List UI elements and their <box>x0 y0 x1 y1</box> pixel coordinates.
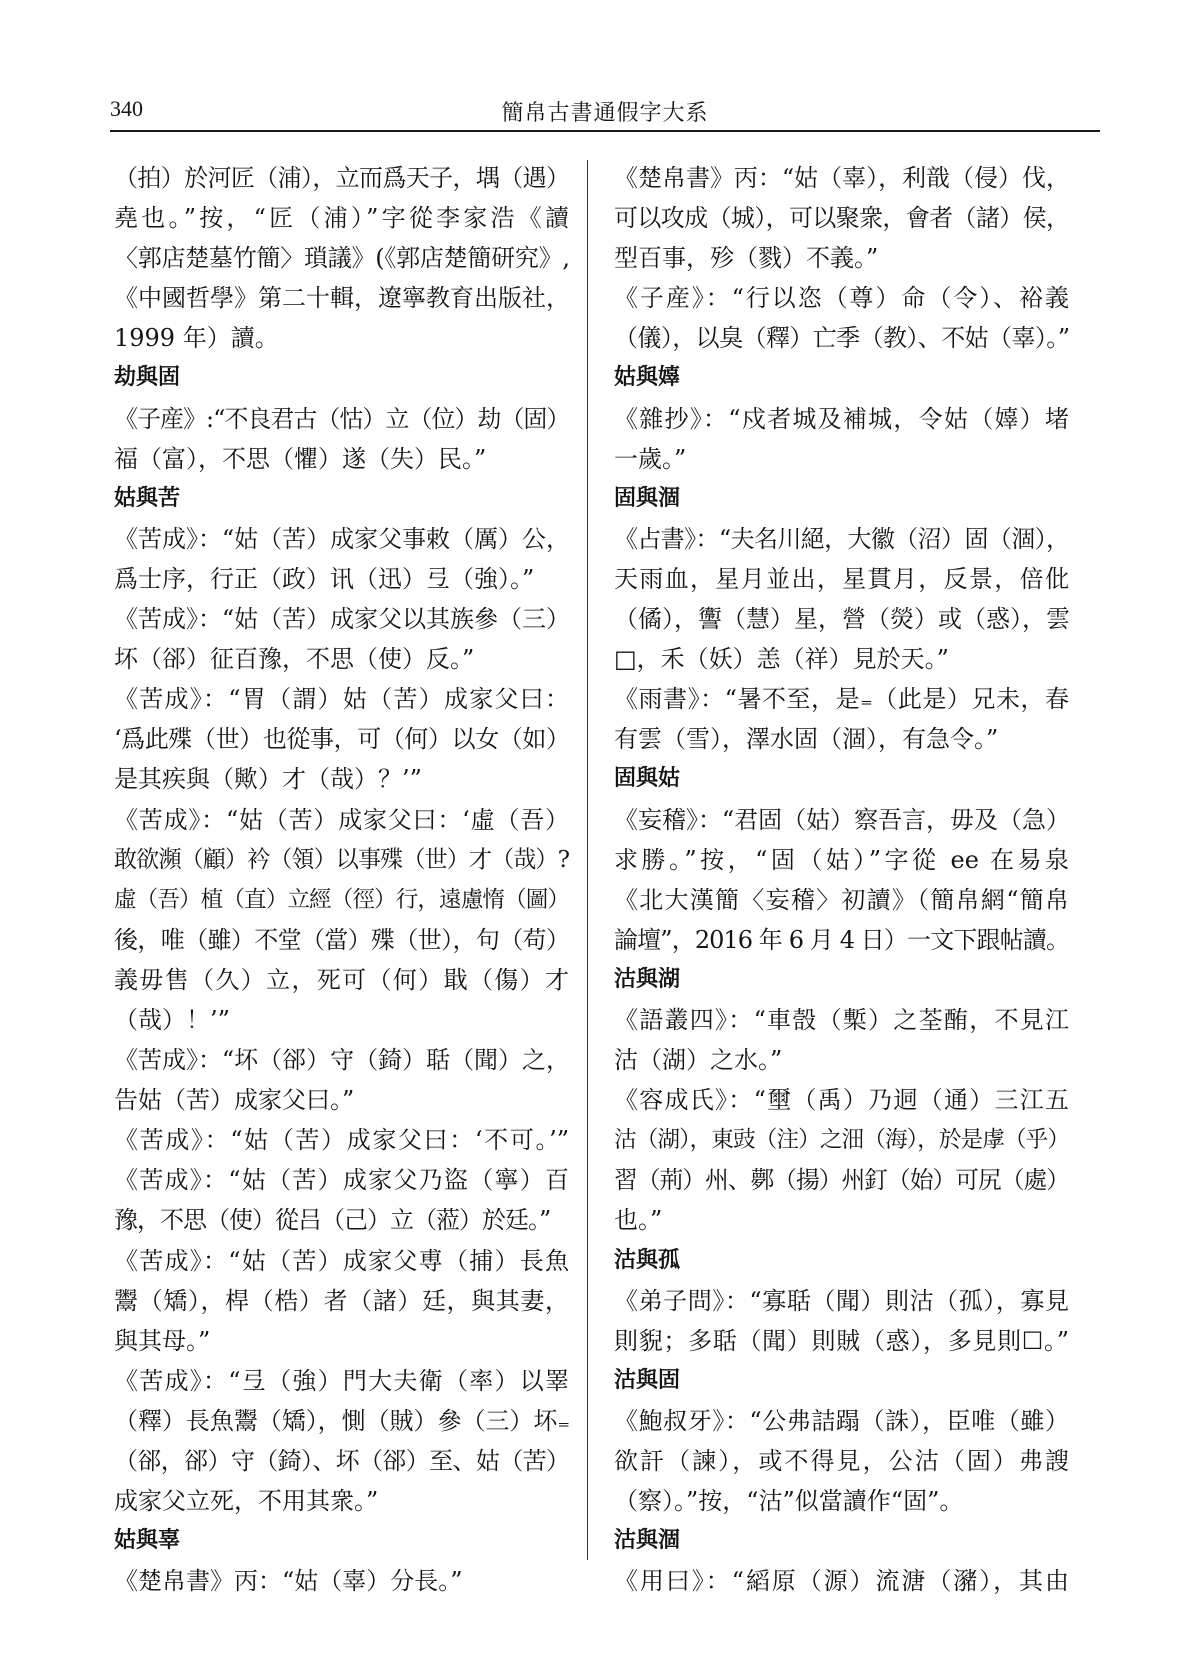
text-line: 《苦成》：“坏（郤）守（錡）聒（聞）之， <box>114 1046 569 1075</box>
text-line: 《楚帛書》丙：“姑（辜）分長。” <box>114 1567 463 1596</box>
column-divider <box>587 160 588 1560</box>
text-line: 有雲（雪），澤水固（涸），有急令。” <box>614 725 999 754</box>
text-line: 《苦成》：“姑（苦）成家父以其族參（三） <box>114 605 569 634</box>
text-line: 型百事，殄（戮）不義。” <box>614 244 879 273</box>
text-line: 鬻（矯），桿（梏）者（諸）廷，與其妻， <box>114 1286 569 1315</box>
text-line: 《苦成》：“姑（苦）成家父曰：‘虛（吾） <box>114 805 569 834</box>
entry-heading: 沽與涸 <box>614 1528 681 1554</box>
page-header <box>110 96 1100 132</box>
entry-heading: 姑與辜 <box>114 1528 181 1554</box>
text-line: 《苦成》：“弖（強）門大夫衛（率）以睪 <box>114 1366 569 1395</box>
page-number: 340 <box>110 96 143 121</box>
text-line: 敢欲瀕（顧）衿（領）以事殜（世）才（哉）? <box>114 846 569 873</box>
text-line: 告姑（苦）成家父曰。” <box>114 1086 355 1115</box>
text-line: （釋）長魚鬻（矯），惻（賊）參（三）坏₌ <box>114 1406 569 1435</box>
text-line: 沽（湖）之水。” <box>614 1046 783 1075</box>
text-line: 後，唯（雖）不堂（當）殜（世），句（苟） <box>114 925 569 954</box>
text-line: 與其母。” <box>114 1326 211 1355</box>
text-line: 《占書》：“夫名川絕，大徽（沼）固（涸）， <box>614 524 1069 553</box>
text-line: 虛（吾）植（直）立經（徑）行，遠慮惰（圖） <box>114 886 569 913</box>
book-title: 簡帛古書通假字大系 <box>501 101 709 126</box>
text-line: 《苦成》：“姑（苦）成家父尃（捕）長魚 <box>114 1246 569 1275</box>
text-line: 《中國哲學》第二十輯，遼寧教育出版社， <box>114 284 569 313</box>
text-line: ‘爲此殜（世）也從事，可（何）以女（如） <box>114 725 569 754</box>
text-line: 福（富），不思（懼）遂（失）民。” <box>114 444 487 473</box>
text-line: 爲士序，行正（政）讯（迅）弖（強）。” <box>114 564 535 593</box>
text-line: 天雨血，星月並出，星貫月，反景，倍仳 <box>614 564 1069 593</box>
text-line: 欲訐（諫），或不得見，公沽（固）弗謏 <box>614 1447 1069 1475</box>
entry-heading: 沽與孤 <box>614 1247 681 1273</box>
text-line: 《雜抄》：“戍者城及補城，令姑（嫴）堵 <box>614 404 1069 433</box>
text-line: 坏（郤）征百豫，不思（使）反。” <box>114 645 475 674</box>
text-line: 《雨書》：“暑不至，是₌（此是）兄未，春 <box>614 685 1069 714</box>
text-line: 論壇”，2016 年 6 月 4 日）一文下跟帖讀。 <box>614 925 1069 954</box>
text-line: 豫，不思（使）從吕（己）立（蒞）於廷。” <box>114 1206 551 1235</box>
text-line: 1999 年）讀。 <box>114 324 279 353</box>
text-line: 可以攻成（城），可以聚衆，會者（諸）侯， <box>614 204 1069 233</box>
text-line: 〈郭店楚墓竹簡〉瑣議》(《郭店楚簡研究》, <box>114 244 569 273</box>
text-line: 一歲。” <box>614 444 687 473</box>
text-line: 《鮑叔牙》：“公弗詰蹋（誅），臣唯（雖） <box>614 1406 1069 1435</box>
text-line: （郤，郤）守（錡）、坏（郤）至、姑（苦） <box>114 1447 569 1475</box>
text-line: 《語叢四》：“車嗀（槧）之荃酭，不見江 <box>614 1005 1069 1034</box>
text-line: （儀），以臭（釋）亡季（教）、不姑（辜）。” <box>614 324 1069 353</box>
entry-heading: 沽與固 <box>614 1367 681 1393</box>
entry-heading: 姑與嫴 <box>614 365 681 391</box>
text-line: 《苦成》：“姑（苦）成家父乃盜（寧）百 <box>114 1166 569 1195</box>
text-line: 《弟子問》：“寡聒（聞）則沽（孤），寡見 <box>614 1286 1069 1315</box>
text-line: 《用曰》：“縚原（源）流溏（瀦），其由 <box>614 1567 1069 1596</box>
entry-heading: 沽與湖 <box>614 966 681 992</box>
right-column <box>614 158 1069 1601</box>
text-line: （哉）！’” <box>114 1005 230 1034</box>
text-line: 也。” <box>614 1206 663 1235</box>
text-line: 《苦成》：“姑（苦）成家父曰：‘不可。’” <box>114 1126 569 1155</box>
left-column <box>114 158 569 1601</box>
text-line: 《北大漢簡〈妄稽〉初讀》（簡帛網“簡帛 <box>614 885 1069 914</box>
text-line: （拍）於河匠（浦），立而爲天子，堣（遇） <box>114 164 569 192</box>
text-line: 《妄稽》：“君固（姑）察吾言，毋及（急） <box>614 805 1069 834</box>
text-line: 《楚帛書》丙：“姑（辜），利戠（侵）伐， <box>614 164 1069 192</box>
text-line: 求勝。”按，“固（姑）”字從 ee 在易泉 <box>614 845 1069 874</box>
entry-heading: 劫與固 <box>114 365 181 391</box>
text-line: 堯也。”按，“匠（浦）”字從李家浩《讀 <box>114 204 569 233</box>
text-line: 是其疾與（歟）才（哉）？’” <box>114 765 422 794</box>
text-line: 義毋售（久）立，死可（何）戢（傷）才 <box>114 965 569 994</box>
text-line: 成家父立死，不用其衆。” <box>114 1487 379 1516</box>
text-line: 《容成氏》：“壐（禹）乃迵（通）三江五 <box>614 1086 1069 1115</box>
entry-heading: 固與姑 <box>614 766 681 792</box>
entry-heading: 姑與苦 <box>114 485 181 511</box>
text-line: 《苦成》：“姑（苦）成家父事敕（厲）公， <box>114 524 569 553</box>
text-line: 《苦成》：“胃（謂）姑（苦）成家父曰： <box>114 685 569 714</box>
text-line: 則貎；多聒（聞）則賊（惑），多見則☐。” <box>614 1326 1069 1355</box>
text-line: （僪），讏（慧）星，營（熒）或（惑），雲 <box>614 605 1069 634</box>
text-line: 習（荊）州、鄸（揚）州釘（始）可尻（處） <box>614 1166 1069 1195</box>
text-line: 沽（湖），東豉（注）之沺（海），於是虖（乎） <box>614 1127 1069 1154</box>
text-line: 《子産》：“行以恣（尊）命（令）、裕義 <box>614 284 1069 313</box>
text-line: （察）。”按，“沽”似當讀作“固”。 <box>614 1487 964 1516</box>
text-line: □，禾（妖）恙（祥）見於天。” <box>614 645 949 674</box>
entry-heading: 固與涸 <box>614 485 681 511</box>
text-line: 《子産》:“不良君古（怙）立（位）劫（固） <box>114 404 570 433</box>
